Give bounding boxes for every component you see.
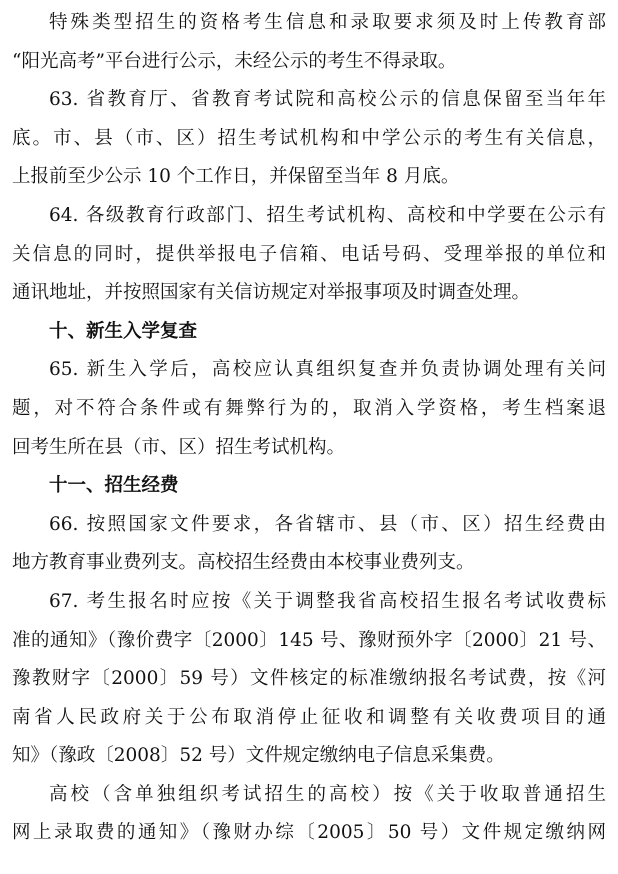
paragraph-line: 底。市、县（市、区）招生考试机构和中学公示的考生有关信息，: [12, 127, 606, 149]
paragraph-line: 回考生所在县（市、区）招生考试机构。: [12, 436, 346, 458]
clause-65-line: 65. 新生入学后，高校应认真组织复查并负责协调处理有关问: [49, 359, 606, 381]
paragraph-line: 南省人民政府关于公布取消停止征收和调整有关收费项目的通: [12, 706, 606, 728]
section-heading-11: 十一、招生经费: [49, 475, 179, 497]
paragraph-line: 豫教财字〔2000〕59 号）文件核定的标准缴纳报名考试费，按《河: [12, 668, 606, 690]
paragraph-line: 题，对不符合条件或有舞弊行为的，取消入学资格，考生档案退: [12, 397, 606, 419]
paragraph-line: 关信息的同时，提供举报电子信箱、电话号码、受理举报的单位和: [12, 243, 606, 265]
clause-63-line: 63. 省教育厅、省教育考试院和高校公示的信息保留至当年年: [49, 89, 606, 111]
paragraph-line: 特殊类型招生的资格考生信息和录取要求须及时上传教育部: [49, 12, 606, 33]
paragraph-line: 知》（豫政〔2008〕52 号）文件规定缴纳电子信息采集费。: [12, 745, 505, 767]
paragraph-line: 上报前至少公示 10 个工作日，并保留至当年 8 月底。: [12, 166, 460, 188]
paragraph-line: 准的通知》（豫价费字〔2000〕145 号、豫财预外字〔2000〕21 号、: [12, 629, 606, 651]
paragraph-line: “阳光高考”平台进行公示，未经公示的考生不得录取。: [12, 50, 457, 72]
paragraph-line: 高校（含单独组织考试招生的高校）按《关于收取普通招生: [49, 783, 606, 805]
clause-67-line: 67. 考生报名时应按《关于调整我省高校招生报名考试收费标: [49, 590, 606, 612]
section-heading-10: 十、新生入学复查: [49, 320, 198, 342]
paragraph-line: 网上录取费的通知》（豫财办综〔2005〕50 号）文件规定缴纳网: [12, 822, 606, 844]
paragraph-line: 地方教育事业费列支。高校招生经费由本校事业费列支。: [12, 552, 475, 574]
paragraph-line: 通讯地址，并按照国家有关信访规定对举报事项及时调查处理。: [12, 282, 531, 304]
clause-64-line: 64. 各级教育行政部门、招生考试机构、高校和中学要在公示有: [49, 204, 606, 226]
clause-66-line: 66. 按照国家文件要求，各省辖市、县（市、区）招生经费由: [49, 513, 606, 535]
